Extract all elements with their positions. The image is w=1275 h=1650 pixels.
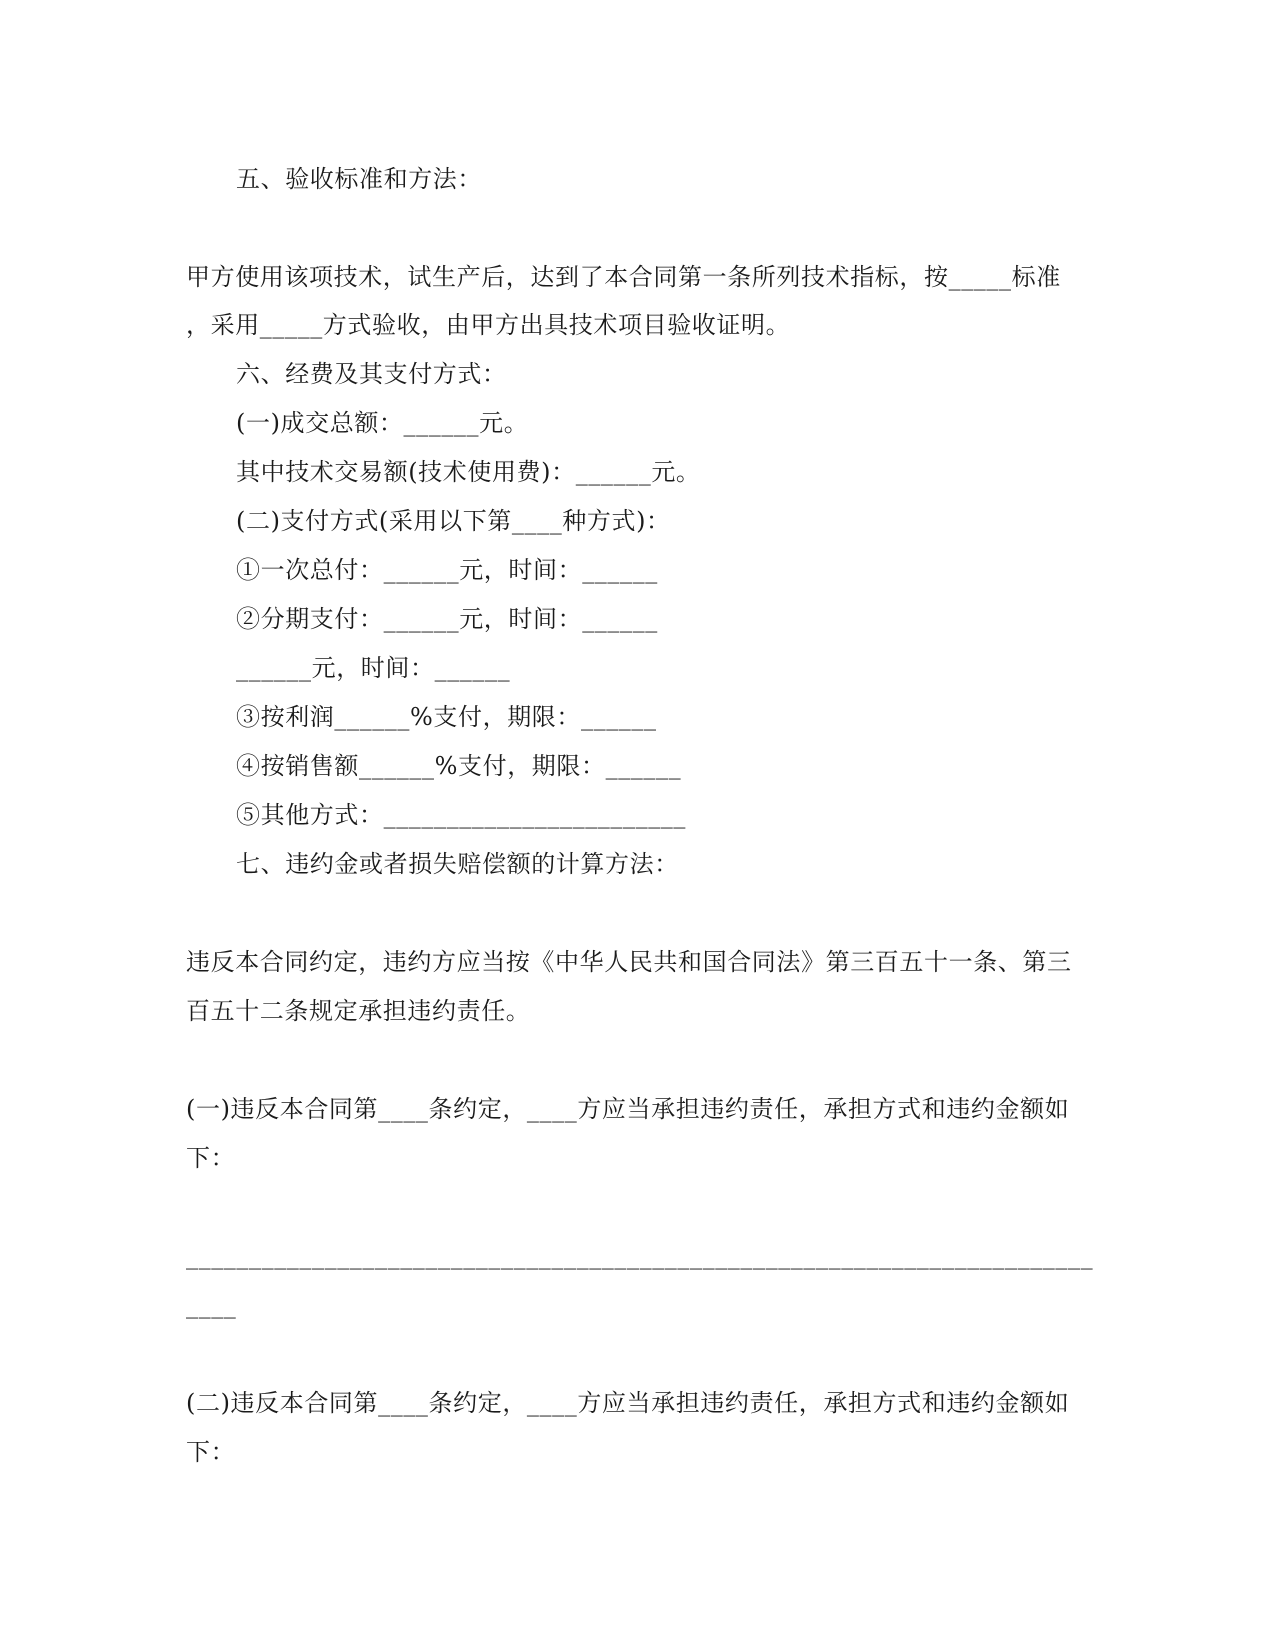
section-5-heading: 五、验收标准和方法： bbox=[236, 165, 482, 193]
payment-option-4: ④按销售额______%支付，期限：______ bbox=[236, 752, 682, 780]
payment-option-1: ①一次总付：______元，时间：______ bbox=[236, 556, 658, 584]
breach-clause-1-line-2: 下： bbox=[186, 1144, 236, 1172]
section-7-heading: 七、违约金或者损失赔偿额的计算方法： bbox=[236, 850, 679, 878]
payment-option-2-continued: ______元，时间：______ bbox=[236, 654, 511, 682]
breach-text-line-1: 违反本合同约定，违约方应当按《中华人民共和国合同法》第三百五十一条、第三 bbox=[186, 948, 1072, 976]
blank-fill-line: ________________________________________________________________________ bbox=[186, 1242, 1094, 1270]
payment-method-line: (二)支付方式(采用以下第____种方式)： bbox=[236, 507, 671, 535]
payment-option-3: ③按利润______%支付，期限：______ bbox=[236, 703, 657, 731]
total-amount-line: (一)成交总额：______元。 bbox=[236, 409, 529, 437]
blank-fill-line-continued: ____ bbox=[186, 1291, 237, 1319]
acceptance-text-line-1: 甲方使用该项技术，试生产后，达到了本合同第一条所列技术指标，按_____标准 bbox=[186, 263, 1061, 291]
breach-clause-1-line-1: (一)违反本合同第____条约定，____方应当承担违约责任，承担方式和违约金额如 bbox=[186, 1095, 1070, 1123]
payment-option-2: ②分期支付：______元，时间：______ bbox=[236, 605, 658, 633]
acceptance-text-line-2: ，采用_____方式验收，由甲方出具技术项目验收证明。 bbox=[186, 311, 791, 339]
breach-clause-2-line-2: 下： bbox=[186, 1438, 236, 1466]
breach-clause-2-line-1: (二)违反本合同第____条约定，____方应当承担违约责任，承担方式和违约金额如 bbox=[186, 1389, 1070, 1417]
section-6-heading: 六、经费及其支付方式： bbox=[236, 360, 507, 388]
payment-option-5: ⑤其他方式：________________________ bbox=[236, 801, 686, 829]
breach-text-line-2: 百五十二条规定承担违约责任。 bbox=[186, 997, 531, 1025]
tech-fee-line: 其中技术交易额(技术使用费)：______元。 bbox=[236, 458, 701, 486]
